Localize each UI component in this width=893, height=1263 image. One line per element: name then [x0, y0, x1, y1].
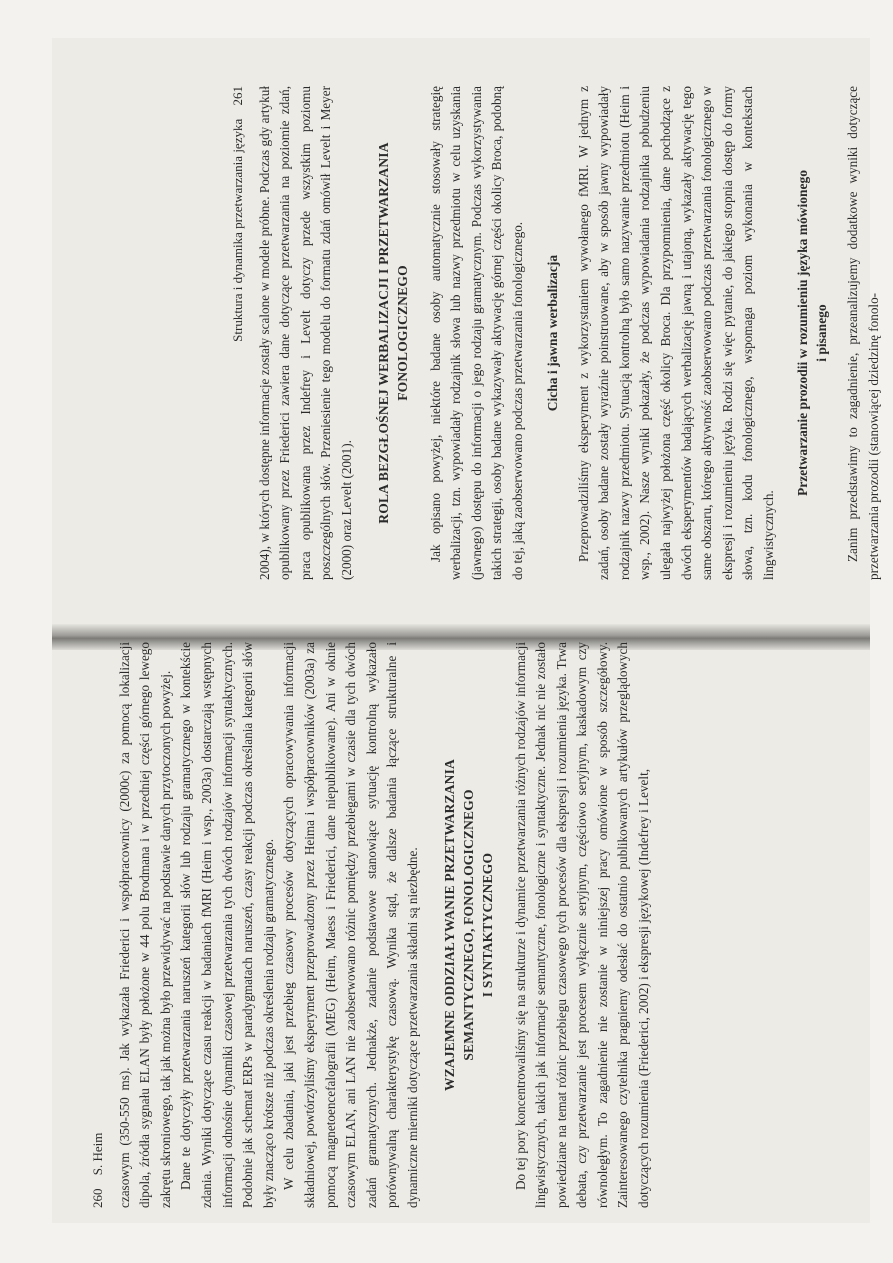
paragraph: czasowym (350-550 ms). Jak wykazała Friederici i współpracownicy (2000c) za pomocą lokalizacji dipola, źródła sygnału ELAN były położone w 44 polu Brodmana i w przedniej części górnego lewego zakrętu skroniowego, tak jak można było przewidywać na podstawie danych przytoczonych powyżej. — [116, 642, 173, 1208]
running-head-261 — [228, 86, 249, 580]
paragraph: W celu zbadania, jaki jest przebieg czasowy procesów dotyczących opracowywania informacji składniowej, powtórzyliśmy eksperyment przeprowadzony przez Heima i współpracowników (2003a) za pomocą magnetoencefalografii (MEG) (Heim, Maess i Friederici, dane niepublikowane). Ani w oknie czasowym ELAN, ani LAN nie zaobserwowano różnic pomiędzy przebiegami w czasie dla tych dwóch zadań gramatycznych. Jednakże, zadanie podstawowe stanowiące sytuację kontrolną wykazało porównywalną charakterystykę czasową. Wynika stąd, że dalsze badania łączące strukturalne i dynamiczne mierniki dotyczące przetwarzania składni są niezbędne. — [281, 642, 420, 1208]
section-heading — [440, 642, 497, 1208]
paragraph: Dane te dotyczyły przetwarzania naruszeń kategorii słów lub rodzaju gramatycznego w kontekście zdania. Wyniki dotyczące czasu reakcji w badaniach fMRI (Heim i wsp., 2003a) dostarczają wstępnych informacji odnośnie dynamiki czasowej przetwarzania tych dwóch rodzajów informacji syntaktycznych. Podobnie jak schemat ERPs w paradygmatach naruszeń, czasy reakcji podczas określania kategorii słów były znacząco krótsze niż podczas określenia rodzaju gramatycznego. — [178, 642, 276, 1208]
running-head-title: Struktura i dynamika przetwarzania języka — [230, 118, 245, 342]
page-number: 260 — [90, 1188, 105, 1208]
heading-line: WZAJEMNE ODDZIAŁYWANIE PRZETWARZANIA — [441, 759, 457, 1091]
paragraph: Jak opisano powyżej, niektóre badane osoby automatycznie stosowały strategię werbalizacji, tzn. wypowiadały rodzajnik słowa lub nazwy przedmiotu w celu uzyskania (jawnego) dostępu do informacji o jego rodzaju gramatycznym. Podczas wykorzystywania takich strategii, osoby badane wykazywały aktywację górnej części okolicy Broca, podobną do tej, jaką zaobserwowano podczas przetwarzania fonologicznego. — [427, 86, 525, 580]
paragraph: Do tej pory koncentrowaliśmy się na strukturze i dynamice przetwarzania różnych rodzajów informacji lingwistycznych, takich jak informacje semantyczne, fonologiczne i syntaktyczne. Jednak nic nie zostało powiedziane na temat różnic przebiegu czasowego tych procesów dla ekspresji i rozumienia języka. Trwa debata, czy przetwarzanie jest procesem wyłącznie seryjnym, częściowo seryjnym, kaskadowym czy równoległym. To zagadnienie nie zostanie w niniejszej pracy omówione w sposób szczegółowy. Zainteresowanego czytelnika pragniemy odesłać do ostatnio publikowanych artykułów przeglądowych dotyczących rozumienia (Friederici, 2002) i ekspresji językowej (Indefrey i Levelt, — [512, 642, 652, 1208]
subsection-heading — [793, 86, 831, 580]
paragraph: Przeprowadziliśmy eksperyment z wykorzystaniem wywołanego fMRI. W jednym z zadań, osoby badane zostały wyraźnie poinstruowane, aby w sposób jawny wypowiadały rodzajnik nazwy przedmiotu. Sytuacją kontrolną było samo nazywanie przedmiotu (Heim i wsp., 2002). Nasze wyniki pokazały, że podczas wypowiadania rodzajnika pobudzeniu ulegała najwyżej położona część okolicy Broca. Dla przypomnienia, dane pochodzące z dwóch eksperymentów badających werbalizację jawną i utajoną, wykazały aktywację tego same obszaru, którego aktywność zaobserwowano podczas przetwarzania fonologicznego w ekspresji i rozumieniu języka. Rodzi się więc pytanie, do jakiego stopnia dostęp do formy słowa, tzn. kodu fonologicznego, wspomaga poziom wykonania w kontekstach lingwistycznych. — [575, 86, 776, 580]
heading-line: ROLA BEZGŁOŚNEJ WERBALIZACJI I PRZETWARZANIA — [375, 142, 391, 524]
running-head-260 — [88, 642, 109, 1208]
heading-line: FONOLOGICZNEGO — [394, 265, 410, 401]
heading-line: Przetwarzanie prozodii w rozumieniu języka mówionego — [795, 169, 811, 497]
page-260 — [88, 642, 866, 1208]
paragraph: Zanim przedstawimy to zagadnienie, przeanalizujemy dodatkowe wyniki dotyczące przetwarzania prozodii (stanowiącej dziedzinę fonolo- — [845, 86, 882, 580]
heading-line: SEMANTYCZNEGO, FONOLOGICZNEGO — [460, 789, 476, 1061]
running-head-author: S. Heim — [90, 1132, 105, 1176]
page-number: 261 — [230, 86, 245, 106]
paragraph: 2004), w których dostępne informacje zostały scalone w modele próbne. Podczas gdy artykuł opublikowany przez Friederici zawiera dane dotyczące przetwarzania na poziomie zdań, praca opublikowana przez Indefrey i Levelt dotyczy przede wszystkim poziomu poszczególnych słów. Przeniesienie tego modelu do formatu zdań omówił Levelt i Meyer (2000) oraz Levelt (2001). — [256, 86, 354, 580]
heading-line: I SYNTAKTYCZNEGO — [479, 852, 495, 998]
section-heading — [374, 86, 412, 580]
heading-line: i pisanego — [814, 304, 830, 362]
page-261 — [228, 86, 882, 580]
subsection-heading: Cicha i jawna werbalizacja — [544, 254, 560, 412]
